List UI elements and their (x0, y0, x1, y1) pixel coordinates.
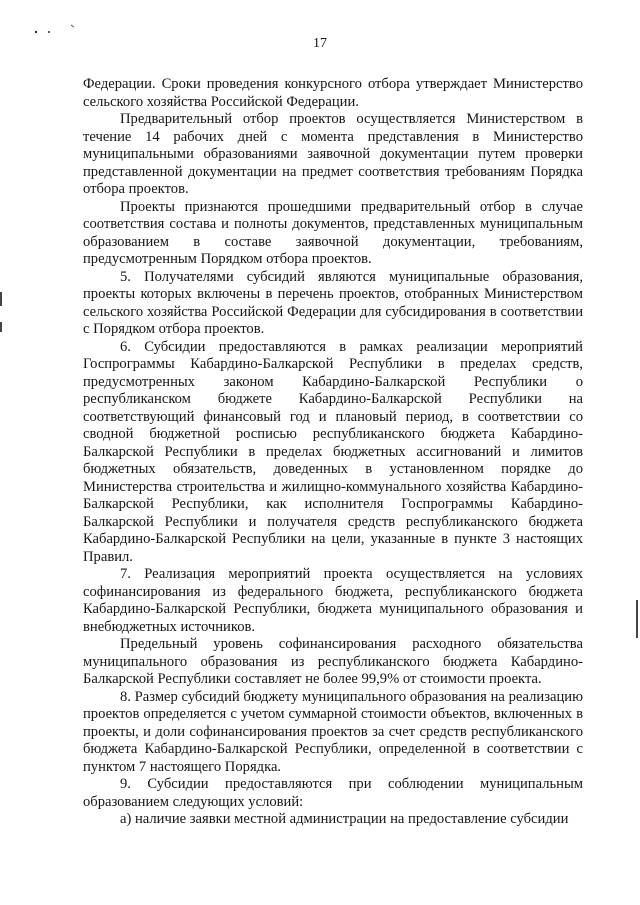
paragraph-cofinancing-limit: Предельный уровень софинансирования расходного обязательства муниципального образования из республиканского бюджета Кабардино-Балкарской Республики составляет не более 99,9% от стоимости проекта. (83, 636, 583, 687)
paragraph-preliminary-selection: Предварительный отбор проектов осуществляется Министерством в течение 14 рабочих дней с момента представления в Министерство муниципальными образованиями заявочной документации путем проверки представленной документации на предмет соответствия требованиям Порядка отбора проектов. (83, 111, 583, 197)
paragraph-continuation: Федерации. Сроки проведения конкурсного отбора утверждает Министерство сельского хозяйства Российской Федерации. (83, 76, 583, 110)
paragraph-item-9: 9. Субсидии предоставляются при соблюдении муниципальным образованием следующих условий: (83, 776, 583, 810)
paragraph-item-8: 8. Размер субсидий бюджету муниципального образования на реализацию проектов определяется с учетом суммарной стоимости объектов, включенных в проекты, и доли софинансирования проектов за счет средств республиканского бюджета Кабардино-Балкарской Республики, определенной в соответствии с пунктом 7 настоящего Порядка. (83, 688, 583, 775)
scan-edge-mark (0, 292, 2, 306)
scan-edge-mark (636, 600, 638, 638)
paragraph-condition-a: а) наличие заявки местной администрации на предоставление субсидии (120, 811, 569, 827)
paragraph-item-5: 5. Получателями субсидий являются муниципальные образования, проекты которых включены в перечень проектов, отобранных Министерством сельского хозяйства Российской Федерации для субсидирования в соответствии с Порядком отбора проектов. (83, 268, 583, 337)
scan-specks (34, 22, 94, 36)
document-body (83, 76, 583, 829)
paragraph-item-6: 6. Субсидии предоставляются в рамках реализации мероприятий Госпрограммы Кабардино-Балкарской Республики в пределах средств, предусмотренных законом Кабардино-Балкарской Республики о республиканском бюджете Кабардино-Балкарской Республики на соответствующий финансовый год и плановый период, в соответствии со сводной бюджетной росписью республиканского бюджета Кабардино-Балкарской Республики в пределах бюджетных ассигнований и лимитов бюджетных обязательств, доведенных в установленном порядке до Министерства строительства и жилищно-коммунального хозяйства Кабардино-Балкарской Республики, как исполнителя Госпрограммы Кабардино-Балкарской Республики и получателя средств республиканского бюджета Кабардино-Балкарской Республики на цели, указанные в пункте 3 настоящих Правил. (83, 338, 583, 565)
scan-edge-mark (0, 322, 2, 332)
paragraph-item-7: 7. Реализация мероприятий проекта осуществляется на условиях софинансирования из федерального бюджета, республиканского бюджета Кабардино-Балкарской Республики, бюджета муниципального образования и внебюджетных источников. (83, 566, 583, 635)
page-number: 17 (313, 36, 327, 51)
paragraph-selection-passed: Проекты признаются прошедшими предварительный отбор в случае соответствия состава и полноты документов, представленных муниципальным образованием в составе заявочной документации, требованиям, предусмотренным Порядком отбора проектов. (83, 198, 583, 267)
